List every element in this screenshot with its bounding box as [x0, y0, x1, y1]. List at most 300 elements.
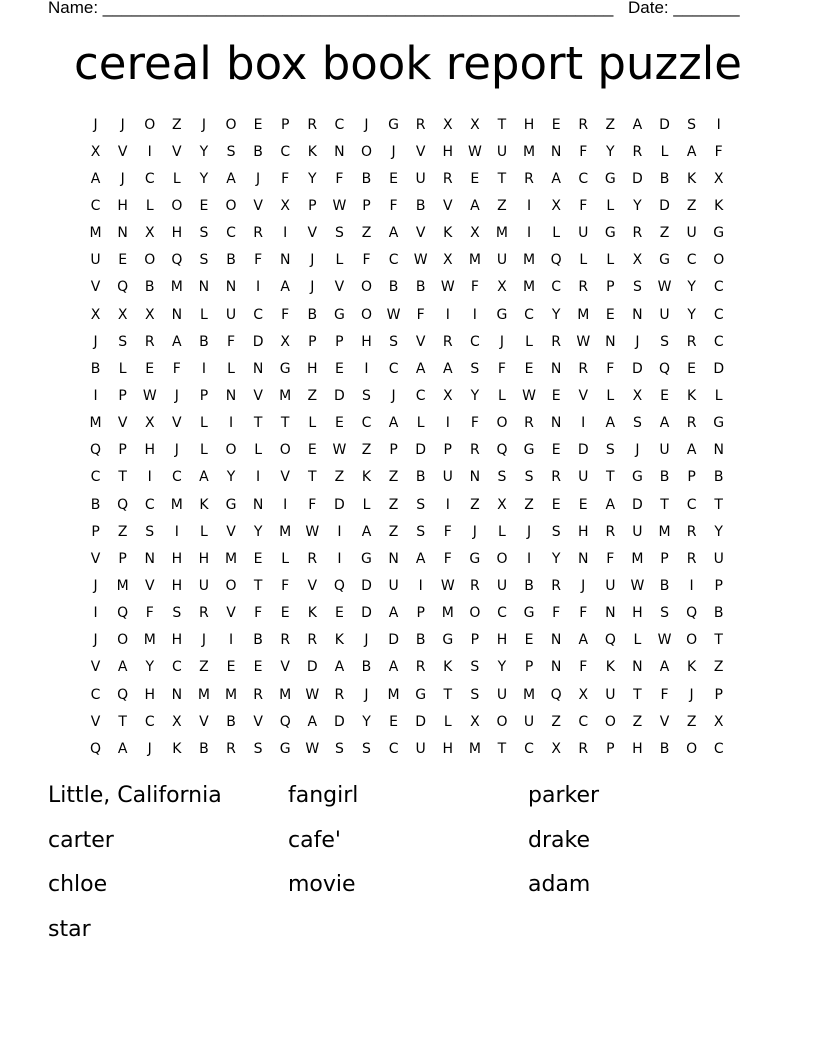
grid-letter[interactable]: M [387, 686, 400, 703]
grid-letter[interactable]: B [361, 659, 372, 676]
grid-letter[interactable]: Y [714, 523, 723, 540]
grid-letter[interactable]: C [388, 740, 399, 757]
grid-letter[interactable]: T [714, 632, 723, 649]
grid-letter[interactable]: H [171, 632, 183, 649]
grid-letter[interactable]: U [496, 143, 508, 160]
grid-letter[interactable]: T [714, 496, 723, 513]
grid-letter[interactable]: N [469, 469, 481, 486]
grid-letter[interactable]: D [252, 333, 264, 350]
grid-letter[interactable]: L [308, 415, 317, 432]
grid-letter[interactable]: D [659, 197, 670, 214]
grid-letter[interactable]: I [93, 387, 98, 404]
grid-letter[interactable]: G [279, 360, 291, 377]
grid-letter[interactable]: P [524, 659, 534, 676]
grid-letter[interactable]: H [632, 740, 643, 757]
grid-letter[interactable]: E [524, 360, 534, 377]
grid-letter[interactable]: I [526, 197, 532, 214]
grid-letter[interactable]: P [660, 550, 669, 567]
grid-letter[interactable]: S [118, 333, 128, 350]
grid-letter[interactable]: Y [606, 143, 615, 160]
grid-letter[interactable]: C [524, 306, 534, 323]
grid-letter[interactable]: W [630, 577, 645, 594]
grid-letter[interactable]: U [605, 577, 616, 594]
grid-letter[interactable]: I [228, 415, 234, 432]
grid-letter[interactable]: F [714, 143, 723, 160]
grid-letter[interactable]: F [362, 252, 371, 269]
grid-letter[interactable]: R [307, 632, 318, 649]
grid-letter[interactable]: K [307, 143, 317, 160]
grid-letter[interactable]: P [606, 740, 615, 757]
grid-letter[interactable]: S [226, 143, 236, 160]
grid-letter[interactable]: B [226, 713, 236, 730]
grid-letter[interactable]: Z [388, 469, 399, 486]
grid-letter[interactable]: R [524, 415, 534, 432]
grid-letter[interactable]: R [686, 415, 697, 432]
grid-letter[interactable]: V [172, 415, 182, 432]
grid-letter[interactable]: U [713, 550, 724, 567]
grid-letter[interactable]: A [388, 415, 399, 432]
grid-letter[interactable]: C [713, 306, 724, 323]
grid-letter[interactable]: R [415, 659, 426, 676]
grid-letter[interactable]: C [524, 740, 534, 757]
grid-letter[interactable]: T [280, 415, 290, 432]
grid-letter[interactable]: S [470, 360, 480, 377]
grid-letter[interactable]: B [713, 469, 724, 486]
grid-letter[interactable]: R [253, 686, 263, 703]
grid-letter[interactable]: M [170, 496, 183, 513]
grid-letter[interactable]: E [389, 713, 398, 730]
grid-letter[interactable]: H [577, 523, 589, 540]
grid-letter[interactable]: U [415, 740, 426, 757]
grid-letter[interactable]: T [633, 686, 642, 703]
grid-letter[interactable]: V [307, 577, 318, 594]
grid-letter[interactable]: K [307, 605, 317, 622]
grid-letter[interactable]: M [197, 686, 210, 703]
grid-letter[interactable]: Y [633, 197, 642, 214]
grid-letter[interactable]: N [279, 252, 291, 269]
grid-letter[interactable]: O [225, 577, 237, 594]
grid-letter[interactable]: C [226, 225, 236, 242]
grid-letter[interactable]: V [90, 713, 101, 730]
grid-letter[interactable]: S [145, 523, 155, 540]
grid-letter[interactable]: T [253, 577, 263, 594]
grid-letter[interactable]: H [632, 605, 643, 622]
grid-letter[interactable]: O [686, 740, 698, 757]
grid-letter[interactable]: Z [388, 523, 399, 540]
grid-letter[interactable]: M [495, 225, 508, 242]
grid-letter[interactable]: E [578, 496, 588, 513]
grid-letter[interactable]: K [334, 632, 344, 649]
grid-letter[interactable]: M [523, 686, 536, 703]
grid-letter[interactable]: B [388, 279, 399, 296]
grid-letter[interactable]: A [659, 659, 670, 676]
grid-letter[interactable]: Y [497, 659, 507, 676]
grid-letter[interactable]: J [174, 442, 179, 459]
grid-letter[interactable]: J [93, 632, 98, 649]
grid-letter[interactable]: P [308, 333, 317, 350]
grid-letter[interactable]: S [660, 333, 669, 350]
grid-letter[interactable]: V [415, 333, 426, 350]
grid-letter[interactable]: J [364, 686, 369, 703]
grid-letter[interactable]: M [224, 686, 238, 703]
grid-letter[interactable]: U [415, 170, 426, 187]
grid-letter[interactable]: E [389, 170, 398, 187]
grid-letter[interactable]: M [224, 550, 238, 567]
grid-letter[interactable]: L [525, 333, 533, 350]
grid-letter[interactable]: N [605, 605, 616, 622]
grid-letter[interactable]: M [143, 632, 156, 649]
grid-letter[interactable]: W [657, 279, 672, 296]
grid-letter[interactable]: H [171, 225, 183, 242]
grid-letter[interactable]: J [472, 523, 477, 540]
grid-letter[interactable]: O [496, 713, 508, 730]
grid-letter[interactable]: I [283, 496, 288, 513]
grid-letter[interactable]: H [442, 740, 454, 757]
grid-letter[interactable]: F [660, 686, 669, 703]
grid-letter[interactable]: S [470, 686, 480, 703]
grid-letter[interactable]: E [307, 442, 317, 459]
grid-letter[interactable]: P [199, 387, 209, 404]
grid-letter[interactable]: Q [117, 605, 129, 622]
grid-letter[interactable]: N [577, 550, 589, 567]
grid-letter[interactable]: C [388, 360, 399, 377]
grid-letter[interactable]: N [144, 550, 155, 567]
grid-letter[interactable]: A [578, 632, 589, 649]
grid-letter[interactable]: X [90, 143, 101, 160]
grid-letter[interactable]: L [416, 415, 425, 432]
grid-letter[interactable]: X [117, 306, 128, 323]
grid-letter[interactable]: O [225, 116, 237, 133]
grid-letter[interactable]: Z [659, 225, 670, 242]
grid-letter[interactable]: F [470, 415, 479, 432]
grid-letter[interactable]: N [550, 659, 562, 676]
grid-letter[interactable]: E [551, 387, 561, 404]
grid-letter[interactable]: X [144, 225, 155, 242]
grid-letter[interactable]: J [256, 170, 261, 187]
grid-letter[interactable]: E [334, 605, 344, 622]
grid-letter[interactable]: C [90, 686, 101, 703]
grid-letter[interactable]: A [117, 740, 128, 757]
grid-letter[interactable]: Z [307, 387, 318, 404]
grid-letter[interactable]: P [362, 197, 371, 214]
grid-letter[interactable]: J [120, 116, 125, 133]
grid-letter[interactable]: A [117, 659, 128, 676]
grid-letter[interactable]: D [388, 632, 399, 649]
grid-letter[interactable]: B [90, 496, 101, 513]
grid-letter[interactable]: J [147, 740, 152, 757]
grid-letter[interactable]: R [632, 143, 643, 160]
grid-letter[interactable]: A [686, 442, 697, 459]
grid-letter[interactable]: I [526, 225, 532, 242]
grid-letter[interactable]: H [171, 550, 183, 567]
grid-letter[interactable]: G [496, 306, 508, 323]
grid-letter[interactable]: B [307, 306, 318, 323]
grid-letter[interactable]: R [578, 360, 589, 377]
grid-letter[interactable]: S [362, 387, 371, 404]
grid-letter[interactable]: J [581, 577, 586, 594]
grid-letter[interactable]: E [280, 605, 290, 622]
grid-letter[interactable]: K [714, 197, 724, 214]
grid-letter[interactable]: B [659, 740, 670, 757]
grid-letter[interactable]: L [660, 143, 669, 160]
grid-letter[interactable]: O [496, 550, 508, 567]
grid-letter[interactable]: R [307, 116, 318, 133]
grid-letter[interactable]: S [632, 415, 642, 432]
grid-letter[interactable]: E [145, 360, 155, 377]
grid-letter[interactable]: G [659, 252, 670, 269]
grid-letter[interactable]: L [335, 252, 344, 269]
grid-letter[interactable]: A [442, 360, 453, 377]
grid-letter[interactable]: N [388, 550, 399, 567]
grid-letter[interactable]: J [93, 116, 98, 133]
grid-letter[interactable]: U [632, 523, 643, 540]
grid-letter[interactable]: D [415, 713, 427, 730]
grid-letter[interactable]: I [716, 116, 721, 133]
grid-letter[interactable]: L [606, 197, 615, 214]
grid-letter[interactable]: O [144, 116, 156, 133]
grid-letter[interactable]: V [415, 143, 426, 160]
grid-letter[interactable]: Y [687, 279, 696, 296]
grid-letter[interactable]: I [283, 225, 288, 242]
grid-letter[interactable]: L [200, 415, 208, 432]
grid-letter[interactable]: H [198, 550, 210, 567]
grid-letter[interactable]: Z [361, 442, 372, 459]
grid-letter[interactable]: Y [308, 170, 317, 187]
grid-letter[interactable]: N [171, 686, 183, 703]
grid-letter[interactable]: J [120, 170, 125, 187]
grid-letter[interactable]: F [497, 360, 506, 377]
grid-letter[interactable]: X [144, 415, 155, 432]
grid-letter[interactable]: N [550, 632, 562, 649]
grid-letter[interactable]: L [633, 632, 642, 649]
grid-letter[interactable]: Z [524, 496, 534, 513]
grid-letter[interactable]: C [171, 659, 182, 676]
grid-letter[interactable]: R [686, 333, 697, 350]
grid-letter[interactable]: C [713, 740, 724, 757]
grid-letter[interactable]: S [632, 279, 642, 296]
grid-letter[interactable]: V [172, 143, 182, 160]
grid-letter[interactable]: X [632, 252, 643, 269]
grid-letter[interactable]: X [280, 197, 290, 214]
grid-letter[interactable]: K [687, 170, 697, 187]
grid-letter[interactable]: A [659, 415, 670, 432]
grid-letter[interactable]: U [686, 225, 697, 242]
grid-letter[interactable]: A [334, 659, 345, 676]
grid-letter[interactable]: E [551, 496, 561, 513]
grid-letter[interactable]: F [470, 279, 479, 296]
grid-letter[interactable]: B [415, 632, 426, 649]
grid-letter[interactable]: V [659, 713, 670, 730]
grid-letter[interactable]: O [686, 632, 698, 649]
grid-letter[interactable]: A [605, 415, 616, 432]
grid-letter[interactable]: F [226, 333, 236, 350]
grid-letter[interactable]: W [142, 387, 157, 404]
grid-letter[interactable]: R [253, 225, 263, 242]
grid-letter[interactable]: I [337, 550, 342, 567]
grid-letter[interactable]: T [118, 469, 127, 486]
grid-letter[interactable]: X [632, 387, 643, 404]
grid-letter[interactable]: B [659, 577, 670, 594]
grid-letter[interactable]: I [174, 523, 179, 540]
grid-letter[interactable]: S [199, 252, 209, 269]
grid-letter[interactable]: V [253, 197, 263, 214]
grid-letter[interactable]: U [388, 577, 399, 594]
grid-letter[interactable]: R [144, 333, 155, 350]
grid-letter[interactable]: Q [659, 360, 671, 377]
grid-letter[interactable]: U [605, 686, 616, 703]
grid-letter[interactable]: C [388, 252, 399, 269]
grid-letter[interactable]: Q [117, 279, 129, 296]
grid-letter[interactable]: K [443, 225, 453, 242]
grid-letter[interactable]: F [308, 496, 317, 513]
grid-letter[interactable]: H [144, 442, 155, 459]
grid-letter[interactable]: B [659, 170, 670, 187]
grid-letter[interactable]: X [442, 387, 453, 404]
grid-letter[interactable]: B [524, 577, 534, 594]
grid-letter[interactable]: Y [199, 143, 209, 160]
grid-letter[interactable]: A [307, 713, 318, 730]
name-field[interactable]: Name: ______________________________________________________ [48, 0, 614, 17]
grid-letter[interactable]: U [578, 469, 589, 486]
grid-letter[interactable]: R [334, 686, 345, 703]
grid-letter[interactable]: D [415, 442, 427, 459]
grid-letter[interactable]: C [469, 333, 480, 350]
grid-letter[interactable]: V [578, 387, 589, 404]
grid-letter[interactable]: Y [199, 170, 209, 187]
grid-letter[interactable]: Q [550, 252, 562, 269]
grid-letter[interactable]: H [171, 577, 183, 594]
grid-letter[interactable]: H [117, 197, 128, 214]
grid-letter[interactable]: T [443, 686, 453, 703]
grid-letter[interactable]: X [280, 333, 290, 350]
grid-letter[interactable]: R [307, 550, 318, 567]
grid-letter[interactable]: G [388, 116, 399, 133]
grid-letter[interactable]: I [228, 632, 234, 649]
grid-letter[interactable]: O [171, 197, 183, 214]
grid-letter[interactable]: J [635, 442, 640, 459]
grid-letter[interactable]: I [445, 306, 450, 323]
grid-letter[interactable]: S [416, 523, 426, 540]
grid-letter[interactable]: V [117, 143, 128, 160]
grid-letter[interactable]: L [498, 523, 506, 540]
grid-letter[interactable]: B [361, 170, 372, 187]
grid-letter[interactable]: G [523, 605, 535, 622]
grid-letter[interactable]: N [550, 415, 562, 432]
grid-letter[interactable]: R [469, 577, 480, 594]
grid-letter[interactable]: V [226, 523, 236, 540]
grid-letter[interactable]: Z [551, 713, 561, 730]
grid-letter[interactable]: D [334, 496, 345, 513]
grid-letter[interactable]: F [389, 197, 398, 214]
grid-letter[interactable]: K [605, 659, 615, 676]
grid-letter[interactable]: E [687, 360, 697, 377]
grid-letter[interactable]: R [686, 523, 697, 540]
grid-letter[interactable]: W [522, 387, 536, 404]
grid-letter[interactable]: F [254, 605, 263, 622]
grid-letter[interactable]: I [147, 143, 152, 160]
grid-letter[interactable]: Z [172, 116, 182, 133]
grid-letter[interactable]: K [687, 659, 697, 676]
grid-letter[interactable]: N [632, 659, 643, 676]
grid-letter[interactable]: M [631, 550, 644, 567]
grid-letter[interactable]: D [632, 496, 643, 513]
grid-letter[interactable]: I [689, 577, 694, 594]
grid-letter[interactable]: Z [117, 523, 128, 540]
grid-letter[interactable]: P [280, 116, 290, 133]
grid-letter[interactable]: F [579, 143, 588, 160]
grid-letter[interactable]: X [470, 225, 480, 242]
grid-letter[interactable]: Y [145, 659, 155, 676]
grid-letter[interactable]: X [497, 279, 507, 296]
grid-letter[interactable]: L [498, 387, 506, 404]
grid-letter[interactable]: Q [686, 605, 698, 622]
grid-letter[interactable]: S [199, 225, 209, 242]
grid-letter[interactable]: O [225, 197, 237, 214]
grid-letter[interactable]: Z [334, 469, 345, 486]
grid-letter[interactable]: V [334, 279, 345, 296]
grid-letter[interactable]: C [686, 496, 697, 513]
grid-letter[interactable]: G [415, 686, 427, 703]
grid-letter[interactable]: I [201, 360, 206, 377]
grid-letter[interactable]: B [144, 279, 155, 296]
grid-letter[interactable]: F [579, 605, 588, 622]
grid-letter[interactable]: P [91, 523, 100, 540]
grid-letter[interactable]: O [360, 279, 372, 296]
grid-letter[interactable]: D [632, 360, 643, 377]
grid-letter[interactable]: I [472, 306, 477, 323]
grid-letter[interactable]: N [225, 387, 237, 404]
grid-letter[interactable]: I [256, 279, 261, 296]
grid-letter[interactable]: J [689, 686, 694, 703]
grid-letter[interactable]: M [441, 605, 454, 622]
grid-letter[interactable]: G [713, 415, 725, 432]
grid-letter[interactable]: W [332, 442, 347, 459]
grid-letter[interactable]: I [256, 469, 261, 486]
grid-letter[interactable]: R [686, 550, 697, 567]
grid-letter[interactable]: V [280, 659, 290, 676]
grid-letter[interactable]: R [578, 116, 589, 133]
grid-letter[interactable]: T [497, 170, 507, 187]
grid-letter[interactable]: R [578, 740, 589, 757]
grid-letter[interactable]: A [226, 170, 236, 187]
grid-letter[interactable]: H [307, 360, 318, 377]
grid-letter[interactable]: V [253, 713, 263, 730]
grid-letter[interactable]: O [604, 713, 616, 730]
grid-letter[interactable]: N [605, 333, 616, 350]
grid-letter[interactable]: E [334, 360, 344, 377]
grid-letter[interactable]: L [200, 442, 208, 459]
grid-letter[interactable]: J [201, 632, 206, 649]
grid-letter[interactable]: Q [496, 442, 508, 459]
grid-letter[interactable]: P [687, 469, 696, 486]
grid-letter[interactable]: O [360, 143, 372, 160]
grid-letter[interactable]: R [415, 116, 426, 133]
grid-letter[interactable]: W [305, 740, 320, 757]
grid-letter[interactable]: T [118, 713, 127, 730]
grid-letter[interactable]: A [90, 170, 101, 187]
grid-letter[interactable]: O [496, 415, 508, 432]
grid-letter[interactable]: R [578, 279, 589, 296]
grid-letter[interactable]: C [144, 713, 155, 730]
grid-letter[interactable]: S [362, 740, 371, 757]
grid-letter[interactable]: M [170, 279, 183, 296]
grid-letter[interactable]: D [334, 713, 345, 730]
grid-letter[interactable]: E [470, 170, 480, 187]
grid-letter[interactable]: I [445, 496, 450, 513]
grid-letter[interactable]: A [632, 116, 643, 133]
grid-letter[interactable]: W [386, 306, 401, 323]
grid-letter[interactable]: V [442, 197, 453, 214]
